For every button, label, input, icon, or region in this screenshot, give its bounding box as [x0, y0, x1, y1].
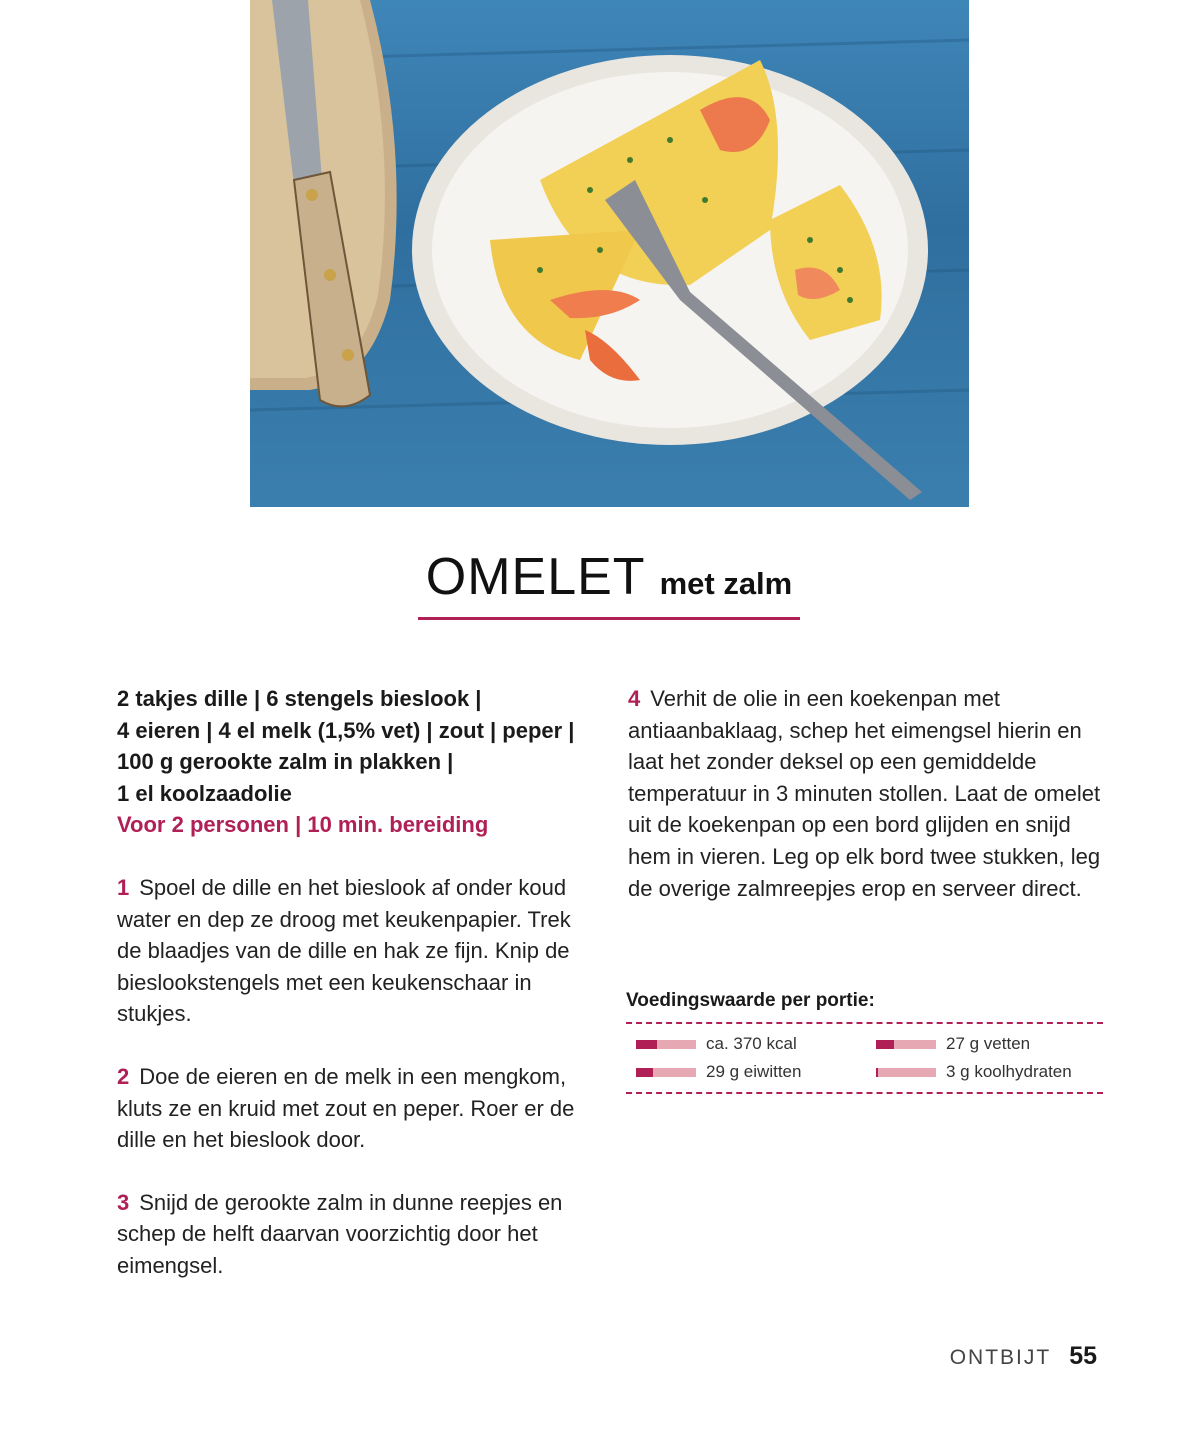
nutrition-label: ca. 370 kcal: [706, 1034, 797, 1053]
nutrition-bar: [876, 1068, 936, 1077]
nutrition-label: 29 g eiwitten: [706, 1062, 802, 1081]
right-column: [628, 683, 1103, 904]
step-text: Spoel de dille en het bieslook af onder koud water en dep ze droog met keukenpapier. Trek de blaadjes van de dille en hak ze fijn. Knip de bieslookstengels met een keukenschaar in stukjes.: [117, 874, 571, 1027]
nutrition-item-fat: [876, 1034, 1113, 1054]
step-text: Doe de eieren en de melk in een mengkom, kluts ze en kruid met zout en peper. Roer er de dille en het bieslook door.: [117, 1063, 575, 1153]
ingredients-list: [117, 683, 592, 809]
title-main: OMELET: [425, 548, 646, 606]
nutrition-label: 27 g vetten: [946, 1034, 1031, 1053]
nutrition-title: Voedingswaarde per portie:: [626, 990, 875, 1011]
nutrition-bar: [876, 1040, 936, 1049]
section-label: ONTBIJT: [949, 1346, 1052, 1369]
nutrition-label: 3 g koolhydraten: [946, 1062, 1072, 1081]
recipe-photo: [250, 0, 969, 507]
nutrition-panel: [626, 990, 1103, 1094]
ingredient-line: 100 g gerookte zalm in plakken |: [117, 749, 454, 775]
ingredient-line: 4 eieren | 4 el melk (1,5% vet) | zout | peper |: [117, 717, 575, 743]
step-1: [117, 872, 592, 1030]
step-text: Snijd de gerookte zalm in dunne reepjes en schep de helft daarvan voorzichtig door het eimengsel.: [117, 1189, 563, 1278]
recipe-title: [418, 545, 800, 620]
nutrition-bar: [636, 1040, 696, 1049]
left-column: [117, 683, 592, 1282]
step-text: Verhit de olie in een koekenpan met antiaanbaklaag, schep het eimengsel hierin en laat het zonder deksel op een gemiddelde temperatuur in 3 minuten stollen. Laat de omelet uit de koekenpan op een bord glijden en snijd hem in vieren. Leg op elk bord twee stukken, leg de overige zalmreepjes erop en serveer direct.: [628, 686, 1101, 901]
page-footer: [950, 1342, 1097, 1371]
serving-info: Voor 2 personen | 10 min. bereiding: [117, 812, 489, 838]
step-number: 4: [628, 686, 641, 711]
divider: [626, 1092, 1103, 1094]
step-number: 1: [117, 874, 130, 900]
ingredient-line: 2 takjes dille | 6 stengels bieslook |: [117, 686, 482, 711]
step-4: [628, 683, 1103, 904]
nutrition-item-kcal: [636, 1034, 876, 1054]
step-2: [117, 1061, 592, 1156]
nutrition-item-carbs: [876, 1062, 1113, 1082]
step-number: 2: [117, 1063, 130, 1089]
ingredient-line: 1 el koolzaadolie: [117, 780, 292, 806]
nutrition-item-protein: [636, 1062, 876, 1082]
omelet-plate-illustration: [250, 0, 969, 507]
step-3: [117, 1187, 592, 1282]
step-number: 3: [117, 1189, 130, 1215]
nutrition-bar: [636, 1068, 696, 1077]
title-sub: met zalm: [659, 566, 793, 601]
page-number: 55: [1069, 1342, 1097, 1370]
